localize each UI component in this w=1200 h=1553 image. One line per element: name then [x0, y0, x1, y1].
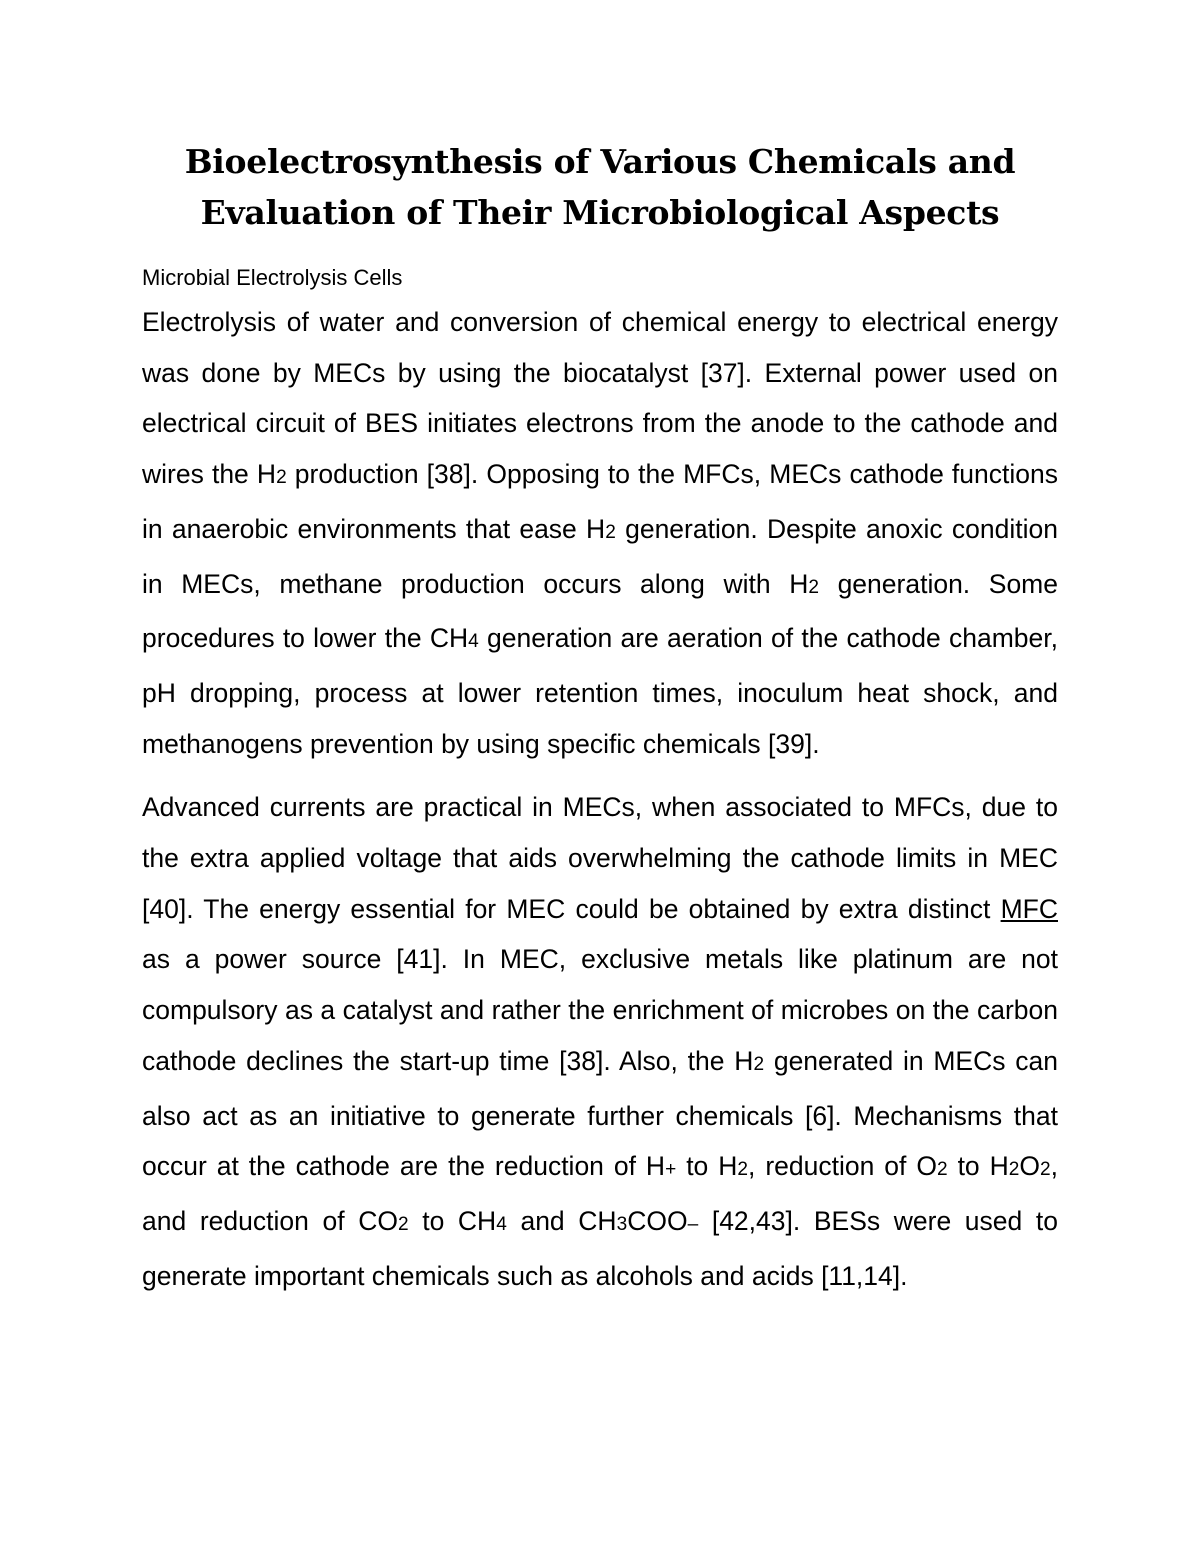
p2-text: , and reduction of CO: [142, 1151, 1059, 1236]
document-title: [142, 136, 1058, 238]
p2-text: Advanced currents are practical in MECs, when associated to MFCs, due to the extra applied voltage that aids overwhelming the cathode limits in MEC [40]. The energy essential for MEC could be obtained by extra distinct: [142, 792, 1058, 924]
p1-text: generation are aeration of the cathode chamber, pH dropping, process at lower retention times, inoculum heat shock, and methanogens prevention by using specific chemicals [39].: [142, 623, 1058, 759]
p1-subscript: 4: [468, 631, 479, 653]
p2-subscript: 3: [616, 1213, 628, 1235]
p2-subscript: +: [665, 1159, 677, 1181]
p2-subscript: 2: [936, 1159, 948, 1181]
p2-text: and CH: [506, 1205, 617, 1236]
p2-subscript: 2: [1040, 1159, 1051, 1181]
p2-subscript: 2: [397, 1213, 409, 1235]
p2-text: as a power source [41]. In MEC, exclusive metals like platinum are not compulsory as a catalyst and rather the enrichment of microbes on the carbon cathode declines the start-up time [38]. Also, the H: [142, 944, 1058, 1076]
p2-subscript: –: [687, 1213, 699, 1235]
title-line-1: Bioelectrosynthesis of Various Chemicals and: [184, 142, 1016, 181]
p1-text: generation. Despite anoxic condition in MECs, methane production occurs along with H: [142, 513, 1058, 599]
p1-text: Electrolysis of water and conversion of chemical energy to electrical energy was done by MECs by using the biocatalyst [37]. External power used on electrical circuit of BES initiates electrons from the anode to the cathode and wires the H: [142, 307, 1058, 490]
p2-text: to CH: [408, 1205, 497, 1236]
p2-subscript: 2: [1008, 1159, 1020, 1181]
title-line-2: Evaluation of Their Microbiological Aspects: [200, 193, 1000, 232]
mfc-underlined-term: MFC: [1000, 893, 1058, 924]
p2-text: to H: [947, 1151, 1009, 1182]
p1-subscript: 2: [605, 521, 616, 543]
p2-text: COO: [627, 1205, 688, 1236]
p2-text: , reduction of O: [748, 1151, 937, 1182]
p1-subscript: 2: [808, 576, 819, 598]
p2-text: generated in MECs can also act as an initiative to generate further chemicals [6]. Mechanisms that occur at the cathode are the reduction of H: [142, 1045, 1058, 1182]
p2-text: to H: [676, 1151, 738, 1182]
p2-subscript: 2: [737, 1159, 749, 1181]
section-heading: Microbial Electrolysis Cells: [142, 265, 403, 290]
p2-text: [42,43]. BESs were used to generate important chemicals such as alcohols and acids [11,14].: [142, 1205, 1058, 1291]
paragraph-1: [142, 297, 1058, 769]
document-page: [142, 136, 1058, 1301]
p2-text: O: [1019, 1151, 1041, 1182]
p2-subscript: 2: [753, 1053, 765, 1075]
paragraph-2: [142, 782, 1058, 1301]
p2-subscript: 4: [496, 1213, 507, 1235]
p1-subscript: 2: [276, 467, 287, 489]
p1-text: production [38]. Opposing to the MFCs, MECs cathode functions in anaerobic environments that ease H: [142, 459, 1058, 544]
p1-text: generation. Some procedures to lower the CH: [142, 568, 1058, 654]
